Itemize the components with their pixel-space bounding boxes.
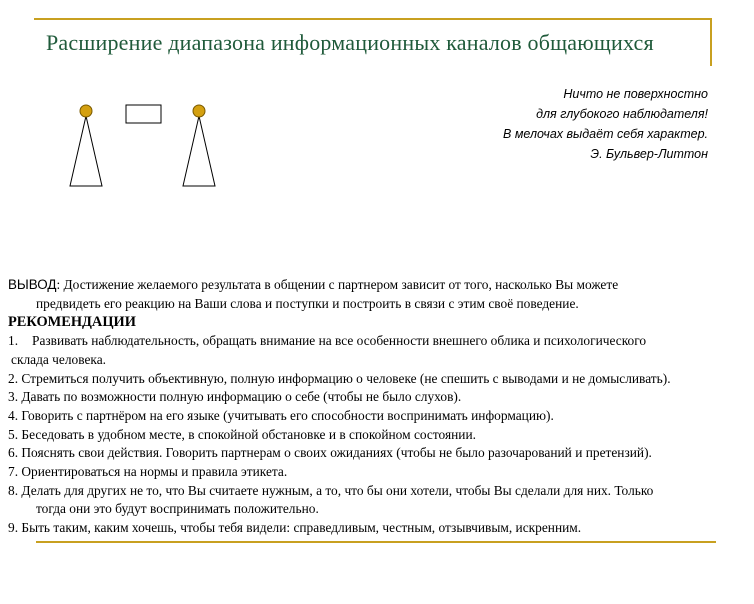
person-left-body <box>70 116 102 186</box>
recommendation-item: 4. Говорить с партнёром на его языке (учитывать его способности воспринимать информацию). <box>8 407 554 423</box>
recommendation-item: 2. Стремиться получить объективную, полную информацию о человеке (не спешить с выводами и не домысливать). <box>8 370 671 386</box>
recommendation-text: Развивать наблюдательность, обращать внимание на все особенности внешнего облика и психологического <box>32 333 647 349</box>
conclusion-continuation: предвидеть его реакцию на Ваши слова и поступки и построить в связи с этим своё поведение. <box>36 295 579 311</box>
recommendation-item: 7. Ориентироваться на нормы и правила этикета. <box>8 464 288 480</box>
person-left-head <box>80 105 92 117</box>
recommendations-heading: РЕКОМЕНДАЦИИ <box>8 314 136 331</box>
recommendation-item: 5. Беседовать в удобном месте, в спокойной обстановке и в спокойном состоянии. <box>8 426 476 442</box>
main-text <box>8 276 748 538</box>
recommendation-item <box>8 332 748 351</box>
page-title: Расширение диапазона информационных каналов общающихся <box>46 30 654 55</box>
conclusion-label: ВЫВОД <box>8 277 57 292</box>
bottom-divider <box>36 541 716 543</box>
person-right-head <box>193 105 205 117</box>
recommendation-item: 6. Пояснять свои действия. Говорить партнерам о своих ожиданиях (чтобы не было разочарований и претензий). <box>8 445 652 461</box>
message-box <box>126 105 161 123</box>
person-right-body <box>183 116 215 186</box>
quote-author: Э. Бульвер-Литтон <box>590 147 708 161</box>
epigraph-quote <box>503 84 708 164</box>
person-right-figure <box>183 105 215 186</box>
conclusion-line <box>8 276 748 295</box>
recommendation-continuation: тогда они это будут воспринимать положительно. <box>36 501 319 517</box>
quote-line: для глубокого наблюдателя! <box>536 107 708 121</box>
recommendation-item: 8. Делать для других не то, что Вы считаете нужным, а то, что бы они хотели, чтобы Вы сделали для них. Только <box>8 482 654 498</box>
communication-diagram <box>60 96 230 196</box>
quote-line: В мелочах выдаёт себя характер. <box>503 127 708 141</box>
recommendation-item: 3. Давать по возможности полную информацию о себе (чтобы не было слухов). <box>8 389 462 405</box>
person-left-figure <box>70 105 102 186</box>
recommendation-continuation: склада человека. <box>11 351 107 367</box>
recommendation-item: 9. Быть таким, каким хочешь, чтобы тебя видели: справедливым, честным, отзывчивым, искренним. <box>8 520 582 536</box>
recommendation-number: 1. <box>8 333 19 349</box>
conclusion-text: : Достижение желаемого результата в общении с партнером зависит от того, насколько Вы можете <box>56 277 619 292</box>
quote-line: Ничто не поверхностно <box>563 87 708 101</box>
